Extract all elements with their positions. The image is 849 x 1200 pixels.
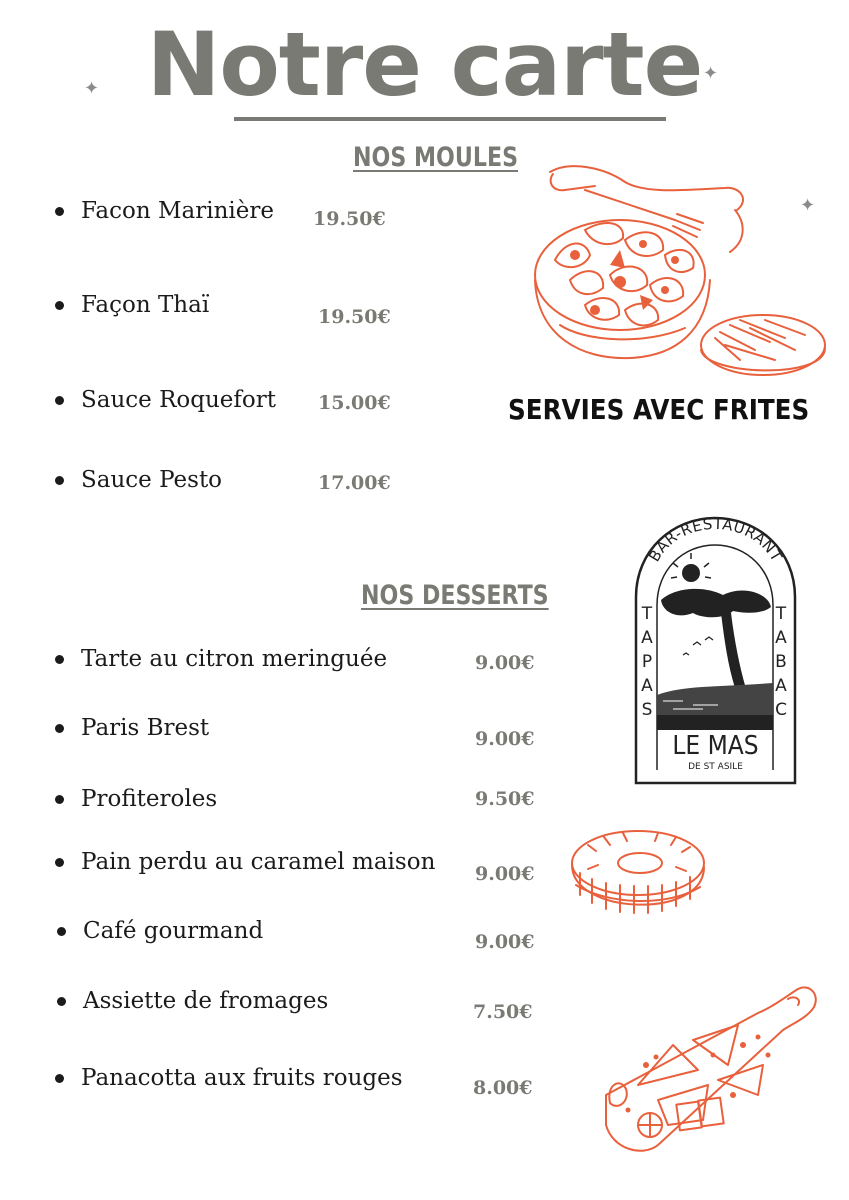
item-price: 19.50€ [318, 306, 391, 328]
bullet [55, 655, 64, 664]
item-name: Paris Brest [81, 715, 210, 741]
served-with-fries-note: SERVIES AVEC FRITES [508, 393, 810, 426]
list-item [57, 918, 263, 944]
page-title: Notre carte [146, 13, 703, 116]
logo-arc [633, 515, 798, 595]
list-item [55, 715, 209, 741]
list-item [55, 849, 435, 875]
bullet [55, 476, 64, 485]
cheese-board-illustration [598, 985, 823, 1155]
item-price: 19.50€ [313, 208, 386, 230]
logo-name: LE MAS [672, 731, 759, 761]
item-name: Café gourmand [83, 918, 264, 944]
item-price: 17.00€ [318, 472, 391, 494]
item-name: Sauce Roquefort [81, 387, 276, 413]
title-underline [234, 117, 666, 121]
list-item [55, 198, 274, 224]
bullet [55, 795, 64, 804]
item-price: 8.00€ [473, 1077, 533, 1099]
bullet [57, 997, 66, 1006]
paris-brest-illustration [568, 825, 708, 940]
bullet [55, 207, 64, 216]
bullet [57, 927, 66, 936]
sparkle-icon: ✦ [800, 195, 816, 216]
item-name: Profiteroles [81, 786, 218, 812]
section-heading-moules: NOS MOULES [353, 142, 519, 173]
list-item [55, 467, 222, 493]
list-item [55, 646, 387, 672]
item-price: 9.00€ [475, 728, 535, 750]
list-item [57, 988, 328, 1014]
list-item [55, 1065, 403, 1091]
bullet [55, 301, 64, 310]
section-heading-desserts: NOS DESSERTS [361, 580, 549, 611]
sparkle-icon: ✦ [84, 78, 100, 99]
svg-text:BAR-RESTAURANT [645, 515, 786, 565]
bullet [55, 724, 64, 733]
item-name: Pain perdu au caramel maison [81, 849, 436, 875]
item-name: Assiette de fromages [83, 988, 329, 1014]
logo-subname: DE ST ASILE [688, 762, 743, 772]
item-price: 9.50€ [475, 788, 535, 810]
list-item [55, 786, 217, 812]
list-item [55, 292, 209, 318]
logo-right-text: TABAC [775, 604, 787, 720]
item-price: 15.00€ [318, 392, 391, 414]
logo-tree-icon [657, 589, 773, 730]
item-name: Sauce Pesto [81, 467, 223, 493]
bullet [55, 858, 64, 867]
item-name: Panacotta aux fruits rouges [81, 1065, 403, 1091]
sparkle-icon: ✦ [703, 63, 719, 84]
item-price: 9.00€ [475, 652, 535, 674]
item-name: Tarte au citron meringuée [81, 646, 388, 672]
item-name: Façon Thaï [81, 292, 210, 318]
logo-arc-text: BAR-RESTAURANT [645, 514, 786, 565]
item-name: Facon Marinière [81, 198, 274, 224]
logo-left-text: TAPAS [641, 604, 653, 720]
mussels-bowl-illustration [525, 160, 815, 390]
item-price: 9.00€ [475, 931, 535, 953]
item-price: 9.00€ [475, 863, 535, 885]
list-item [55, 387, 276, 413]
item-price: 7.50€ [473, 1001, 533, 1023]
bullet [55, 1074, 64, 1083]
bullet [55, 396, 64, 405]
